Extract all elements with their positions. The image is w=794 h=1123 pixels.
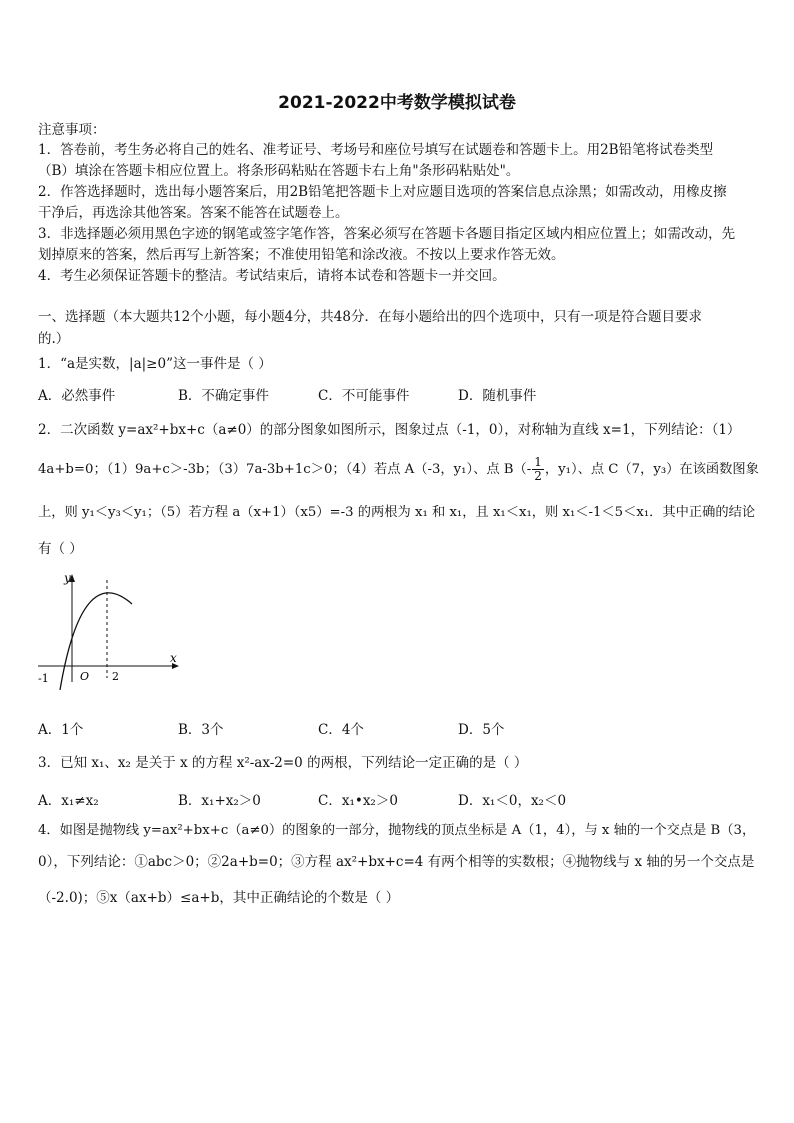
q1-option-b[interactable]: B．不确定事件	[178, 388, 269, 404]
parabola-curve	[60, 593, 132, 690]
q2-option-d[interactable]: D．5个	[458, 722, 505, 738]
note-line-2: （B）填涂在答题卡相应位置上。将条形码粘贴在答题卡右上角"条形码粘贴处"。	[38, 163, 520, 179]
q2-option-a[interactable]: A．1个	[38, 722, 84, 738]
graph-tick-neg1: -1	[38, 672, 49, 685]
graph-x-label: x	[170, 651, 177, 665]
fraction-one-half	[532, 456, 544, 483]
q3-options	[38, 789, 762, 809]
note-line-5: 3．非选择题必须用黑色字迹的钢笔或签字笔作答，答案必须写在答题卡各题目指定区域内相应位置上；如需改动，先	[38, 226, 736, 242]
q3-option-c[interactable]: C．x₁•x₂＞0	[318, 793, 398, 809]
fraction-numerator: 1	[534, 455, 542, 469]
q1-stem: 1．“a是实数，|a|≥0”这一事件是（ ）	[38, 356, 272, 372]
q2-line-2-b: ，y₁）、点 C（7，y₃）在该函数图象	[544, 462, 759, 477]
q1-option-c[interactable]: C．不可能事件	[318, 388, 410, 404]
section-heading-line-1: 一、选择题（本大题共12个小题，每小题4分，共48分．在每小题给出的四个选项中，只有一项是符合题目要求	[38, 309, 702, 325]
q4-line-1: 4．如图是抛物线 y=ax²+bx+c（a≠0）的图象的一部分，抛物线的顶点坐标是 A（1，4），与 x 轴的一个交点是 B（3，	[38, 823, 756, 838]
q4-line-2: 0），下列结论：①abc＞0；②2a+b=0；③方程 ax²+bx+c=4 有两个相等的实数根；④抛物线与 x 轴的另一个交点是	[38, 854, 755, 870]
note-line-4: 干净后，再选涂其他答案。答案不能答在试题卷上。	[38, 205, 349, 221]
q3-option-b[interactable]: B．x₁+x₂＞0	[178, 793, 261, 809]
q2-line-4: 有（ ）	[38, 541, 83, 557]
q1-option-d[interactable]: D．随机事件	[458, 388, 537, 404]
q2-line-2	[38, 456, 762, 483]
q1-options	[38, 384, 762, 404]
q4-line-3: （-2.0)；⑤x（ax+b）≤a+b，其中正确结论的个数是（ ）	[38, 890, 400, 906]
graph-tick-2: 2	[112, 670, 119, 683]
q1-option-a[interactable]: A．必然事件	[38, 388, 116, 404]
q2-line-3: 上，则 y₁＜y₃＜y₁；（5）若方程 a（x+1）（x5）=-3 的两根为 x₁ 和 x₁，且 x₁＜x₁，则 x₁＜-1＜5＜x₁．其中正确的结论	[38, 505, 756, 520]
fraction-denominator: 2	[534, 469, 542, 483]
note-line-1: 1．答卷前，考生务必将自己的姓名、准考证号、考场号和座位号填写在试题卷和答题卡上。用2B铅笔将试卷类型	[38, 142, 714, 158]
q3-option-d[interactable]: D．x₁＜0，x₂＜0	[458, 793, 567, 809]
parabola-graph	[34, 570, 184, 690]
q2-line-1: 2．二次函数 y=ax²+bx+c（a≠0）的部分图象如图所示，图象过点（-1，0），对称轴为直线 x=1，下列结论：（1）	[38, 422, 741, 438]
q3-stem: 3．已知 x₁、x₂ 是关于 x 的方程 x²-ax-2=0 的两根，下列结论一定正确的是（ ）	[38, 755, 528, 771]
note-line-6: 划掉原来的答案，然后再写上新答案；不准使用铅笔和涂改液。不按以上要求作答无效。	[38, 247, 565, 263]
note-line-7: 4．考生必须保证答题卡的整洁。考试结束后，请将本试卷和答题卡一并交回。	[38, 268, 506, 284]
q2-option-b[interactable]: B．3个	[178, 722, 224, 738]
q2-options	[38, 718, 762, 738]
graph-origin-label: O	[80, 670, 90, 683]
note-line-3: 2．作答选择题时，选出每小题答案后，用2B铅笔把答题卡上对应题目选项的答案信息点涂黑；如需改动，用橡皮擦	[38, 184, 727, 200]
exam-title: 2021-2022中考数学模拟试卷	[278, 93, 516, 113]
notes-heading: 注意事项：	[38, 122, 106, 138]
q3-option-a[interactable]: A．x₁≠x₂	[38, 793, 99, 809]
q2-line-2-a: 4a+b=0；（1）9a+c＞-3b；（3）7a-3b+1c＞0；（4）若点 A（-3，y₁）、点 B（-	[38, 462, 532, 477]
section-heading-line-2: 的.）	[38, 331, 70, 347]
q2-option-c[interactable]: C．4个	[318, 722, 364, 738]
graph-y-label: y	[64, 571, 71, 585]
